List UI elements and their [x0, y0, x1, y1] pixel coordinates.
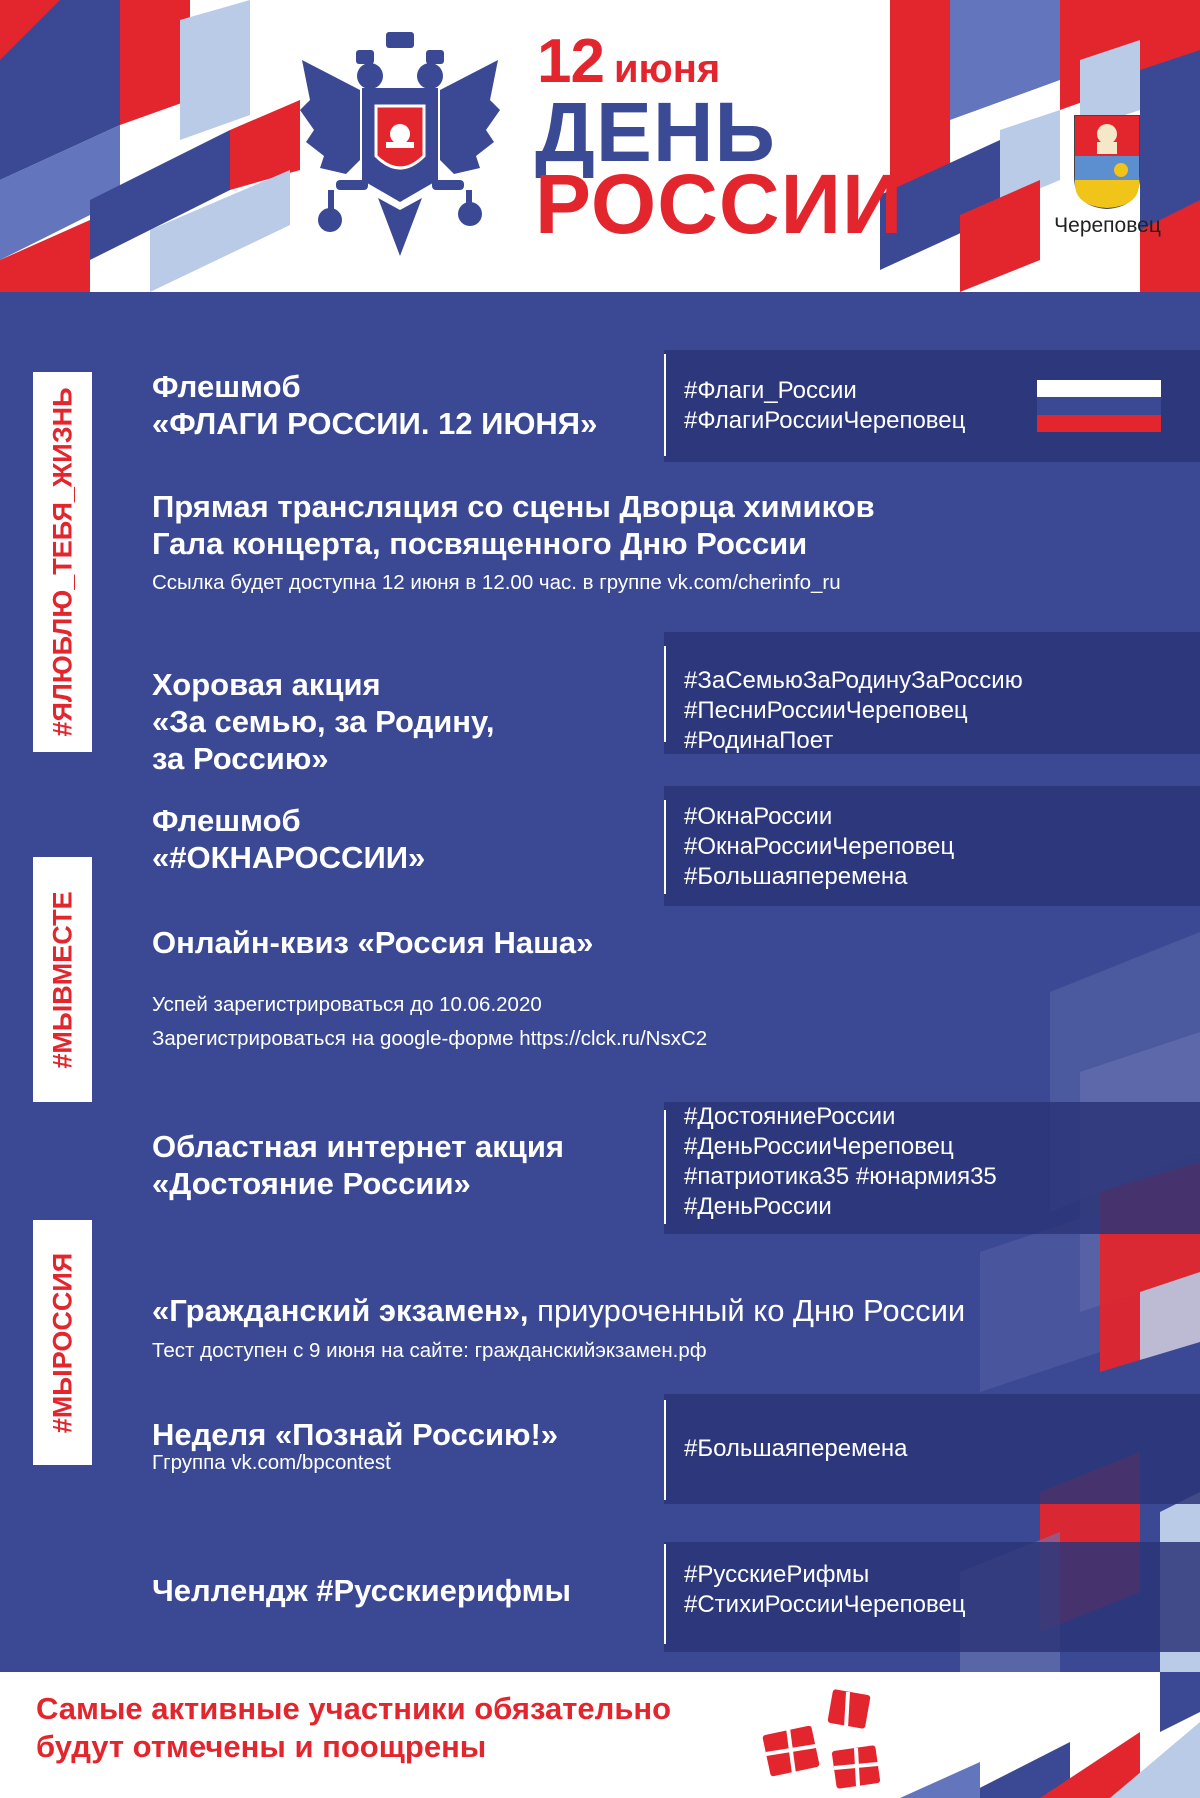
side-label-together: #МЫВМЕСТЕ	[33, 857, 92, 1102]
event-choir-action: Хоровая акция «За семью, за Родину, за Россию»	[152, 667, 495, 776]
event-know-russia-week: Неделя «Познай Россию!»	[152, 1417, 559, 1452]
hashtag: #Большаяперемена	[684, 1435, 908, 1462]
event-week-hashtags	[684, 1434, 908, 1464]
hashtag: #ЗаСемьюЗаРодинуЗаРоссию	[684, 667, 1023, 694]
divider	[664, 646, 666, 742]
event-gala-broadcast: Прямая трансляция со сцены Дворца химиков Гала концерта, посвященного Дню России	[152, 489, 875, 561]
divider	[664, 1110, 666, 1224]
event-week-group: Ггруппа vk.com/bpcontest	[152, 1451, 391, 1474]
event-rhymes-challenge: Челлендж #Русскиерифмы	[152, 1573, 572, 1608]
date-number: 12	[537, 27, 604, 96]
hashtag: #ДеньРоссииЧереповец	[684, 1133, 954, 1160]
hashtag: #ОкнаРоссииЧереповец	[684, 833, 955, 860]
hashtag: #СтихиРоссииЧереповец	[684, 1591, 966, 1618]
hashtag: #РодинаПоет	[684, 727, 834, 754]
date-month: июня	[613, 47, 721, 91]
hashtag: #Большаяперемена	[684, 863, 908, 890]
title-russia: РОССИИ	[535, 157, 904, 251]
event-quiz-deadline: Успей зарегистрироваться до 10.06.2020	[152, 993, 542, 1016]
city-name: Череповец	[1054, 214, 1161, 237]
hashtag: #ФлагиРоссииЧереповец	[684, 407, 966, 434]
footer-message: Самые активные участники обязательно будут отмечены и поощрены	[36, 1691, 672, 1764]
title-day: ДЕНЬ	[535, 85, 776, 179]
footer	[0, 1672, 1200, 1798]
hashtag: #ОкнаРоссии	[684, 803, 833, 830]
event-civil-exam: «Гражданский экзамен», приуроченный ко Дню России	[152, 1293, 966, 1328]
event-online-quiz: Онлайн-квиз «Россия Наша»	[152, 925, 594, 960]
hashtag: #ДостояниеРоссии	[684, 1103, 896, 1130]
event-windows-flashmob: Флешмоб «#ОКНАРОССИИ»	[152, 803, 426, 875]
coat-of-arms-eagle-icon	[300, 30, 500, 260]
event-flag-hashtags	[684, 376, 965, 436]
divider	[664, 1544, 666, 1644]
header	[0, 0, 1200, 292]
gift-boxes-icon	[760, 1678, 890, 1796]
event-heritage-hashtags	[684, 1102, 997, 1222]
hashtag: #РусскиеРифмы	[684, 1561, 870, 1588]
event-gala-note: Ссылка будет доступна 12 июня в 12.00 час. в группе vk.com/cherinfo_ru	[152, 571, 841, 594]
event-choir-hashtags	[684, 666, 1023, 756]
hashtag: #ПесниРоссииЧереповец	[684, 697, 968, 724]
event-exam-note: Тест доступен с 9 июня на сайте: гражданскийэкзамен.рф	[152, 1339, 707, 1362]
hashtag: #Флаги_России	[684, 377, 857, 404]
divider	[664, 1400, 666, 1500]
event-windows-hashtags	[684, 802, 954, 892]
event-heritage-action: Областная интернет акция «Достояние России»	[152, 1129, 564, 1201]
side-label-we-are-russia: #МЫРОССИЯ	[33, 1220, 92, 1465]
divider	[664, 800, 666, 894]
event-quiz-register: Зарегистрироваться на google-форме https://clck.ru/NsxC2	[152, 1027, 708, 1050]
divider	[664, 354, 666, 456]
event-rhymes-hashtags	[684, 1560, 966, 1620]
hashtag: #патриотика35 #юнармия35	[684, 1163, 997, 1190]
city-coat-of-arms-icon	[1073, 114, 1141, 210]
hashtag: #ДеньРоссии	[684, 1193, 832, 1220]
russian-flag-icon	[1037, 380, 1161, 432]
side-label-ilovelife: #ЯЛЮБЛЮ_ТЕБЯ_ЖИЗНЬ	[33, 372, 92, 752]
events-panel	[0, 292, 1200, 1672]
event-flag-flashmob: Флешмоб «ФЛАГИ РОССИИ. 12 ИЮНЯ»	[152, 369, 598, 441]
